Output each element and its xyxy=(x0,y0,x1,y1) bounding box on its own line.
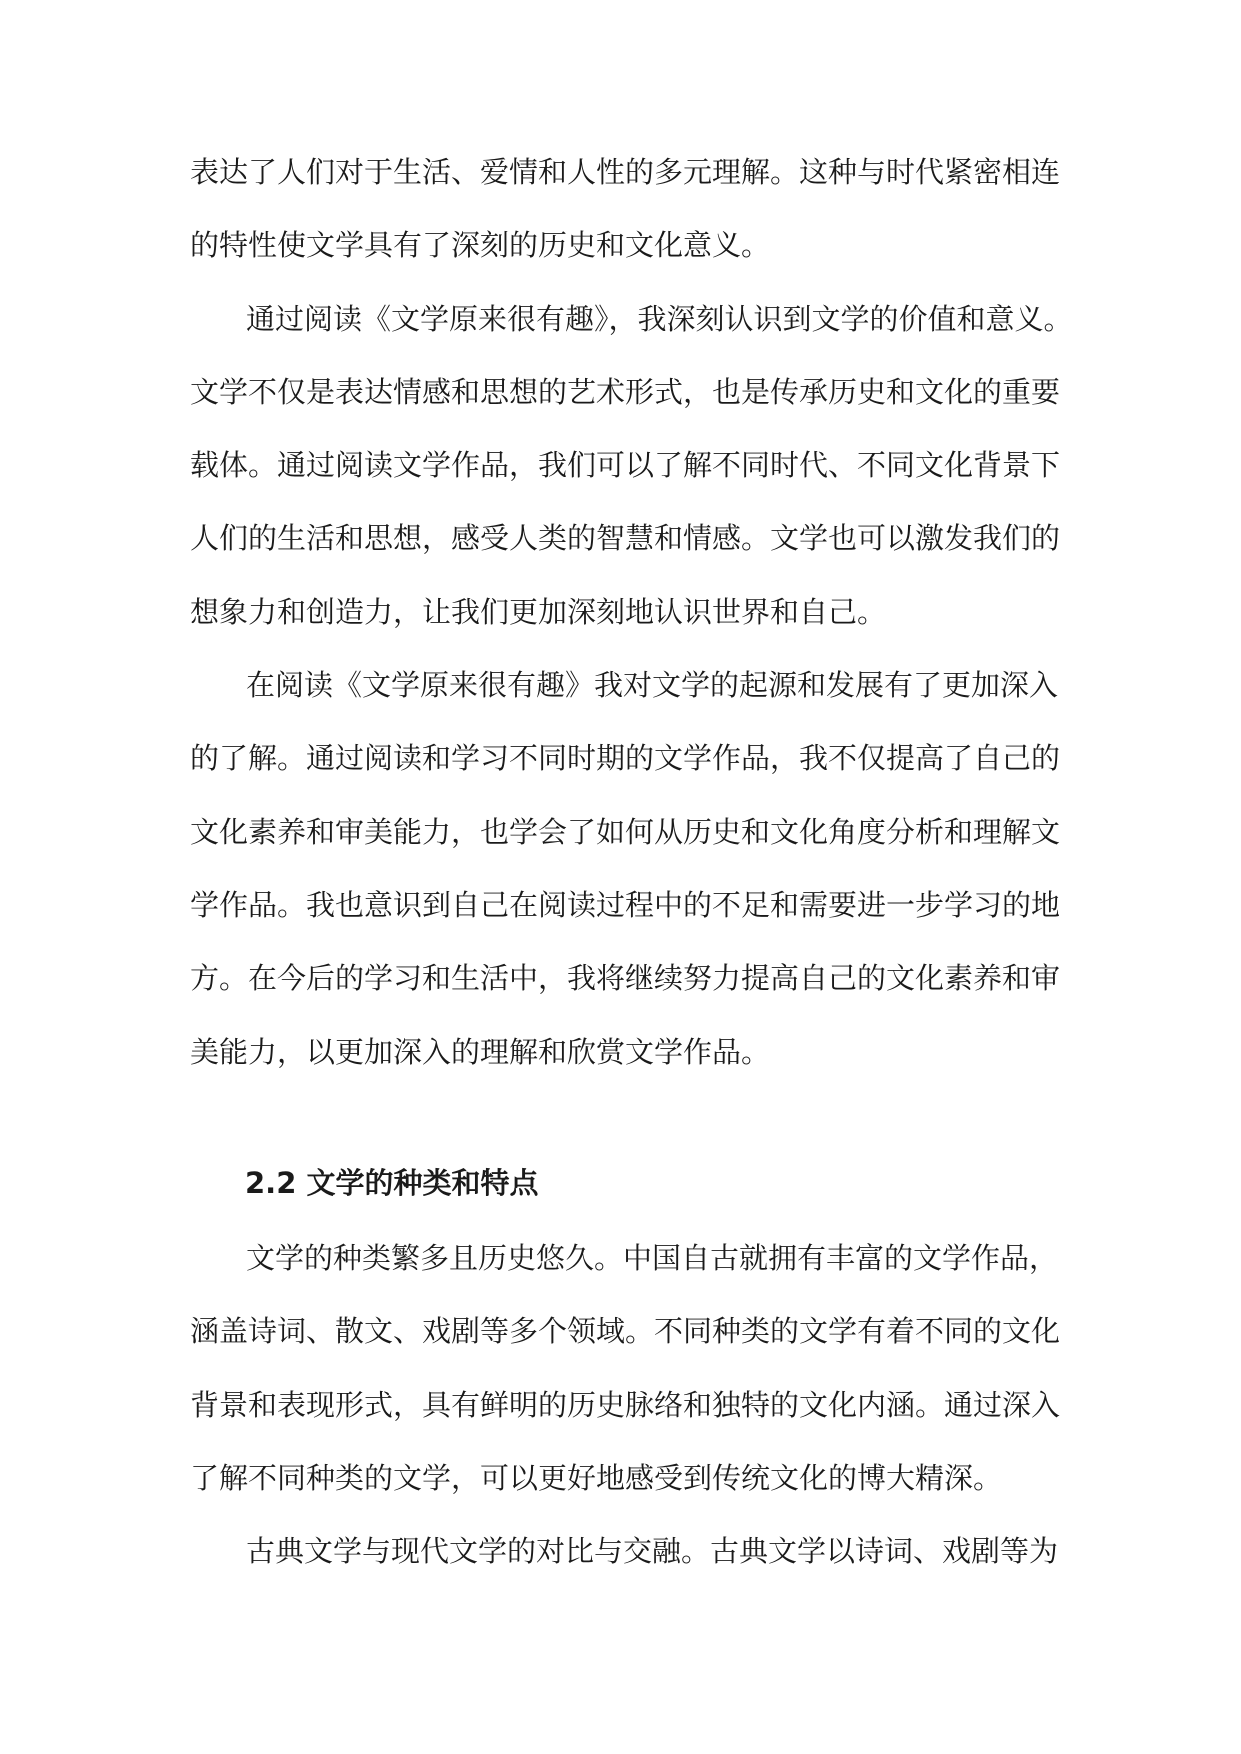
text-line: 的特性使文学具有了深刻的历史和文化意义。 xyxy=(190,228,771,263)
body-text-top xyxy=(190,136,1073,1089)
text-line: 背景和表现形式，具有鲜明的历史脉络和独特的文化内涵。通过深入 xyxy=(190,1387,1061,1422)
body-text-bottom xyxy=(190,1222,1061,1588)
text-line: 表达了人们对于生活、爱情和人性的多元理解。这种与时代紧密相连 xyxy=(190,155,1061,189)
text-line: 的了解。通过阅读和学习不同时期的文学作品，我不仅提高了自己的 xyxy=(190,741,1061,776)
text-line: 学作品。我也意识到自己在阅读过程中的不足和需要进一步学习的地 xyxy=(190,887,1061,922)
text-line: 古典文学与现代文学的对比与交融。古典文学以诗词、戏剧等为 xyxy=(246,1534,1059,1569)
text-line: 在阅读《文学原来很有趣》我对文学的起源和发展有了更加深入 xyxy=(246,668,1059,703)
text-line: 了解不同种类的文学，可以更好地感受到传统文化的博大精深。 xyxy=(190,1460,1003,1495)
text-line: 想象力和创造力，让我们更加深刻地认识世界和自己。 xyxy=(190,594,887,629)
text-line: 美能力，以更加深入的理解和欣赏文学作品。 xyxy=(190,1034,771,1069)
text-line: 文化素养和审美能力，也学会了如何从历史和文化角度分析和理解文 xyxy=(190,814,1061,849)
text-line: 涵盖诗词、散文、戏剧等多个领域。不同种类的文学有着不同的文化 xyxy=(190,1314,1061,1349)
text-line: 载体。通过阅读文学作品，我们可以了解不同时代、不同文化背景下 xyxy=(190,448,1061,483)
section-heading: 2.2 文学的种类和特点 xyxy=(245,1166,539,1200)
text-line: 人们的生活和思想，感受人类的智慧和情感。文学也可以激发我们的 xyxy=(190,521,1061,556)
text-line: 通过阅读《文学原来很有趣》，我深刻认识到文学的价值和意义。 xyxy=(246,301,1073,336)
text-line: 文学的种类繁多且历史悠久。中国自古就拥有丰富的文学作品， xyxy=(246,1241,1059,1275)
text-line: 方。在今后的学习和生活中，我将继续努力提高自己的文化素养和审 xyxy=(190,961,1061,996)
text-line: 文学不仅是表达情感和思想的艺术形式，也是传承历史和文化的重要 xyxy=(190,374,1061,409)
